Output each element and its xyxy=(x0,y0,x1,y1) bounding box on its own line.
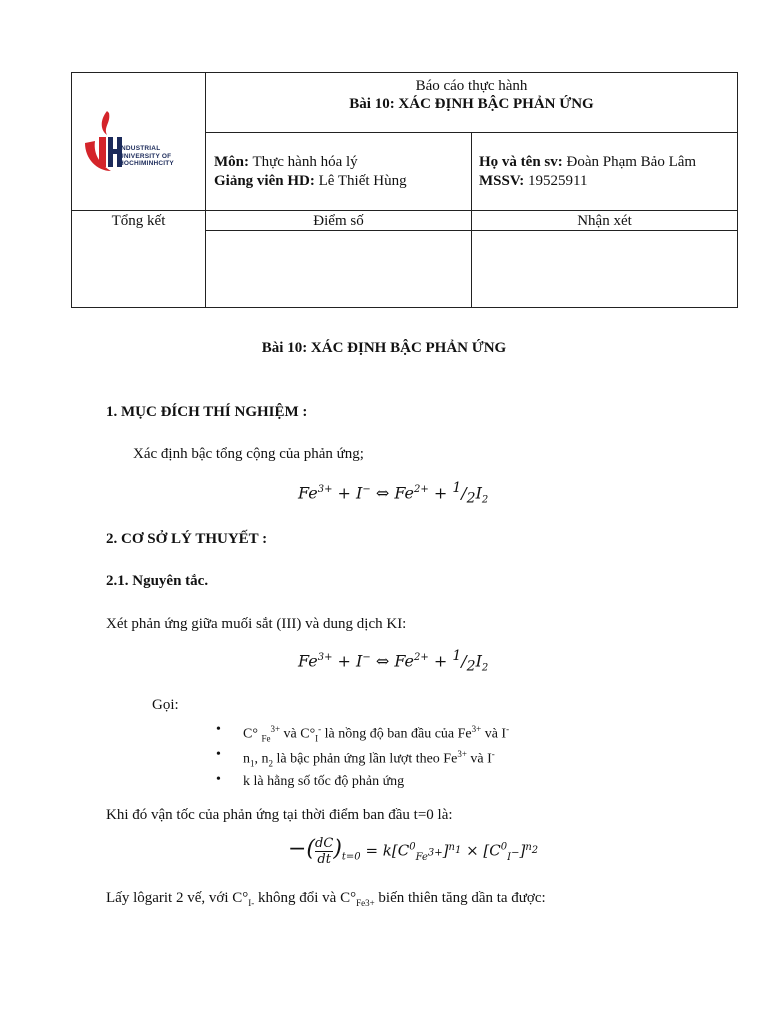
university-logo-icon xyxy=(77,101,205,181)
rate-intro-text: Khi đó vận tốc của phản ứng tại thời điểm ban đầu t=0 là: xyxy=(106,807,453,823)
list-item: • xyxy=(216,747,221,762)
list-item: • xyxy=(216,772,221,787)
table-divider xyxy=(205,132,737,133)
list-item-text: C° $_{Fe}^{3+}$ và $C^\circ_I^-$ là nồng độ ban đầu của $Fe^{3+}$ và I- xyxy=(243,724,510,744)
report-header-table xyxy=(71,72,738,308)
table-divider xyxy=(72,210,737,211)
call-text: Gọi: xyxy=(152,697,179,713)
subject-line: Môn: Thực hành hóa lý xyxy=(214,154,358,170)
purpose-text: Xác định bậc tổng cộng của phản ứng; xyxy=(133,446,364,462)
section-2-heading: 2. CƠ SỞ LÝ THUYẾT : xyxy=(106,531,268,547)
report-type: Báo cáo thực hành xyxy=(415,78,528,94)
list-item-text: $n_1$, $n_2$ là bậc phản ứng lần lượt theo $Fe^{3+}$ và I- xyxy=(243,749,495,769)
list-item: • xyxy=(216,722,221,737)
comment-header: Nhận xét xyxy=(577,213,632,229)
teacher-line: Giảng viên HD: Lê Thiết Hùng xyxy=(214,173,407,189)
page-title: Bài 10: XÁC ĐỊNH BẬC PHẢN ỨNG xyxy=(261,340,507,356)
log-intro-text: Lấy lôgarit 2 vế, với $C^\circ_{I-}$ không đổi và $C^\circ_{Fe3+}$ biến thiên tăng dần ta được: xyxy=(106,890,546,908)
section-1-heading: 1. MỤC ĐÍCH THÍ NGHIỆM : xyxy=(106,404,308,420)
logo-text: INDUSTRIAL UNIVERSITY OF HOCHIMINHCITY xyxy=(119,145,174,167)
university-logo xyxy=(77,101,205,181)
consider-text: Xét phản ứng giữa muối sắt (III) và dung dịch KI: xyxy=(106,616,407,632)
student-line: Họ và tên sv: Đoàn Phạm Bảo Lâm xyxy=(479,154,697,170)
lesson-title: Bài 10: XÁC ĐỊNH BẬC PHẢN ỨNG xyxy=(349,96,594,112)
student-id-line: MSSV: 19525911 xyxy=(479,173,588,189)
summary-header: Tổng kết xyxy=(111,213,166,229)
reaction-equation: $Fe^{3+} + I^-$ ⇔ $Fe^{2+} + ^1/_2I_2$ xyxy=(298,480,489,507)
section-2-1-heading: 2.1. Nguyên tắc. xyxy=(106,573,209,589)
score-header: Điểm số xyxy=(313,213,364,229)
reaction-equation: $Fe^{3+} + I^-$ ⇔ $Fe^{2+} + ^1/_2I_2$ xyxy=(298,648,489,675)
rate-equation: −( $\frac{dC}{dt}$ )$_{t=0} = k[C^0_{Fe^{3+}}]^{n_1} \times [C^0_{I^-}]^{n_2}$ xyxy=(288,836,539,867)
list-item-text: k là hằng số tốc độ phản ứng xyxy=(243,774,405,789)
